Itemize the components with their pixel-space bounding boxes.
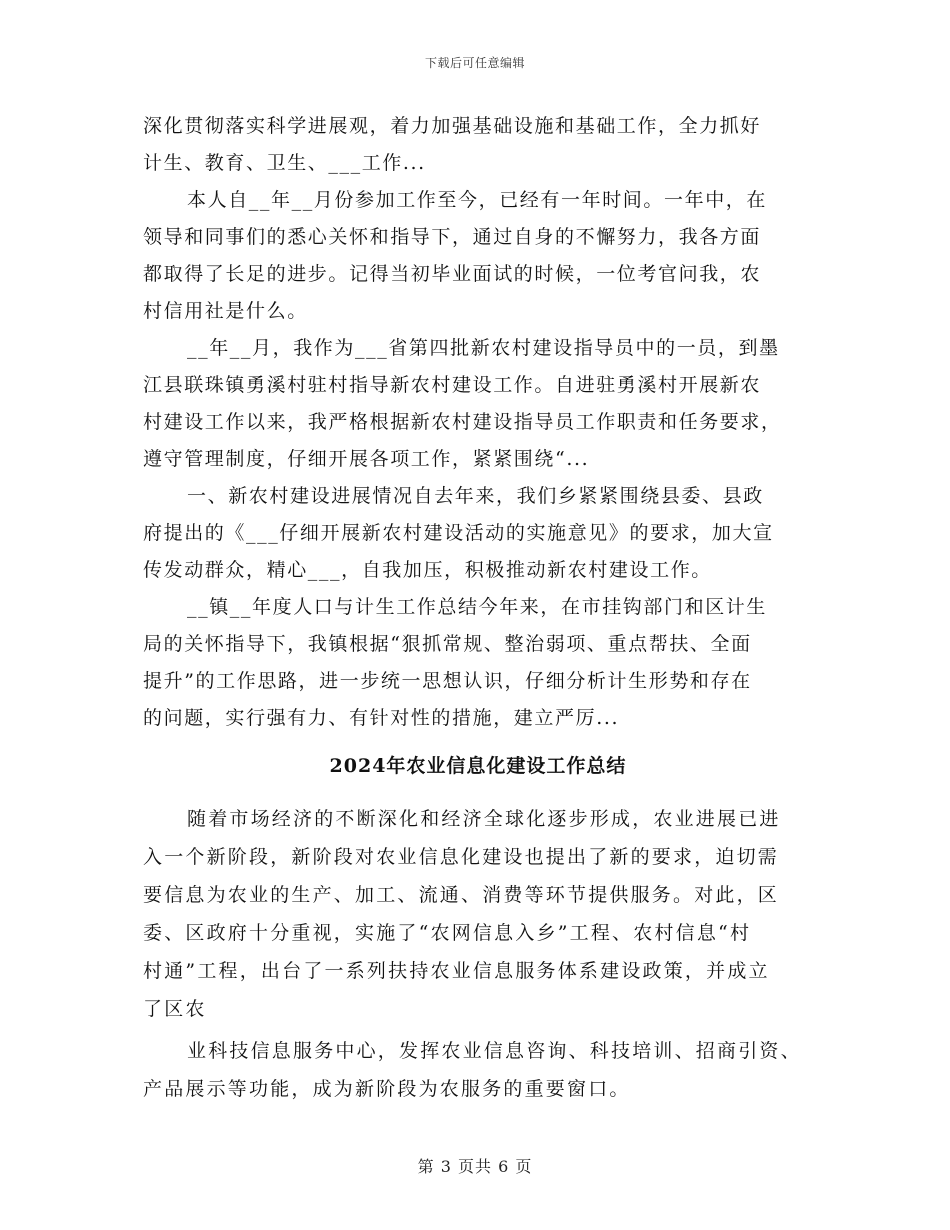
text-line: 的问题，实行强有力、有针对性的措施，建立严厉...: [143, 707, 620, 729]
paragraph: [143, 108, 813, 182]
text-line: 本人自__年__月份参加工作至今，已经有一年时间。一年中，在: [187, 189, 768, 211]
text-line: __镇__年度人口与计生工作总结今年来，在市挂钩部门和区计生: [187, 596, 768, 618]
page-number: 第 3 页共 6 页: [417, 1157, 533, 1176]
text-line: __年__月，我作为___省第四批新农村建设指导员中的一员，到墨: [187, 337, 780, 359]
text-line: 遵守管理制度，仔细开展各项工作，紧紧围绕“...: [143, 448, 590, 470]
text-line: 产品展示等功能，成为新阶段为农服务的重要窗口。: [143, 1078, 631, 1100]
text-line: 领导和同事们的悉心关怀和指导下，通过自身的不懈努力，我各方面: [143, 226, 762, 248]
text-line: 村建设工作以来，我严格根据新农村建设指导员工作职责和任务要求，: [143, 411, 782, 433]
text-line: 业科技信息服务中心，发挥农业信息咨询、科技培训、招商引资、: [187, 1040, 802, 1062]
text-line: 了区农: [143, 998, 207, 1020]
paragraph: [143, 1032, 833, 1108]
document-title: 2024年农业信息化建设工作总结: [329, 755, 627, 777]
text-line: 委、区政府十分重视，实施了“农网信息入乡”工程、农村信息“村: [143, 922, 752, 944]
text-line: 要信息为农业的生产、加工、流通、消费等环节提供服务。对此，区: [143, 884, 780, 906]
text-line: 入一个新阶段，新阶段对农业信息化建设也提出了新的要求，迫切需: [143, 846, 780, 868]
text-line: 一、新农村建设进展情况自去年来，我们乡紧紧围绕县委、县政: [187, 485, 764, 507]
text-line: 随着市场经济的不断深化和经济全球化逐步形成，农业进展已进: [187, 808, 781, 830]
article-body: [143, 800, 833, 1108]
text-line: 江县联珠镇勇溪村驻村指导新农村建设工作。自进驻勇溪村开展新农: [143, 374, 762, 396]
text-line: 村信用社是什么。: [143, 300, 308, 322]
paragraph: [143, 800, 833, 1028]
text-line: 都取得了长足的进步。记得当初毕业面试的时候，一位考官问我，农: [143, 263, 762, 285]
text-line: 府提出的《___仔细开展新农村建设活动的实施意见》的要求，加大宣: [143, 522, 774, 544]
text-line: 传发动群众，精心___，自我加压，积极推动新农村建设工作。: [143, 559, 712, 581]
paragraph: [143, 330, 813, 478]
paragraph: [143, 589, 813, 737]
paragraph: [143, 478, 813, 589]
summary-text-block: [143, 108, 813, 795]
text-line: 局的关怀指导下，我镇根据“狠抓常规、整治弱项、重点帮扶、全面: [143, 633, 752, 655]
header-note: 下载后可任意编辑: [424, 56, 525, 70]
paragraph: [143, 182, 813, 330]
text-line: 提升”的工作思路，进一步统一思想认识，仔细分析计生形势和存在: [143, 670, 752, 692]
text-line: 深化贯彻落实科学进展观，着力加强基础设施和基础工作，全力抓好: [143, 115, 762, 137]
text-line: 计生、教育、卫生、___工作...: [143, 152, 426, 174]
text-line: 村通”工程，出台了一系列扶持农业信息服务体系建设政策，并成立: [143, 960, 770, 982]
